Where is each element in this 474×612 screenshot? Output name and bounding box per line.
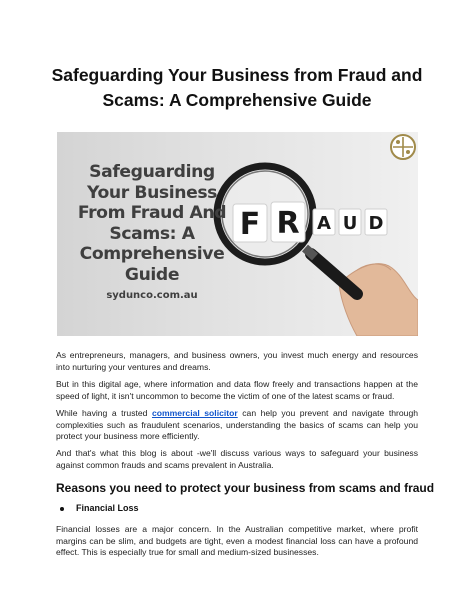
logo-emblem-icon — [391, 135, 415, 159]
hand-icon — [339, 264, 418, 336]
list-item — [60, 503, 139, 513]
paragraph-solicitor — [56, 408, 418, 443]
paragraph-digital-age: But in this digital age, where information and data flow freely and transactions happen at the speed of light, it isn't uncommon to become the victim of one of the latest scams or fraud. — [56, 379, 418, 401]
banner-headline-line: From Fraud And — [77, 203, 227, 223]
paragraph-blog-about: And that's what this blog is about -we'll discuss various ways to safeguard your business against common frauds and scams prevalent in Australia. — [56, 448, 418, 470]
banner-headline-line: Scams: A — [109, 223, 195, 244]
banner-headline-line: Comprehensive — [79, 244, 225, 264]
tile-letter: F — [239, 207, 261, 242]
tile-letter: A — [317, 213, 331, 234]
section-heading: Reasons you need to protect your business from scams and fraud — [56, 481, 435, 495]
banner-headline — [63, 162, 241, 285]
paragraph-text: While having a trusted — [56, 408, 152, 418]
paragraph-text: can help you prevent and navigate through complexities such as fraudulent scenarios, understanding the basics of scams can help you protect your business more efficiently. — [56, 408, 419, 442]
page-title: Safeguarding Your Business from Fraud and Scams: A Comprehensive Guide — [51, 65, 423, 110]
banner-image — [57, 132, 418, 336]
tile-letter: D — [368, 213, 384, 234]
banner-headline-line: Your Business — [87, 182, 217, 203]
banner-headline-line: Guide — [124, 264, 180, 285]
tile-letter: U — [342, 213, 358, 234]
banner-website: sydunco.com.au — [106, 290, 198, 301]
paragraph-intro: As entrepreneurs, managers, and business owners, you invest much energy and resources into nurturing your ventures and dreams. — [56, 350, 418, 372]
tile-letter: R — [276, 206, 300, 241]
list-item-label: Financial Loss — [76, 503, 139, 513]
bullet-icon — [60, 507, 64, 511]
banner-headline-line: Safeguarding — [89, 162, 215, 182]
paragraph-financial-loss: Financial losses are a major concern. In the Australian competitive market, where profit margins can be slim, and budgets are tight, even a modest financial loss can have a profound effect. This is especially true for small and medium-sized businesses. — [56, 524, 418, 558]
commercial-solicitor-link[interactable]: commercial solicitor — [151, 408, 238, 418]
